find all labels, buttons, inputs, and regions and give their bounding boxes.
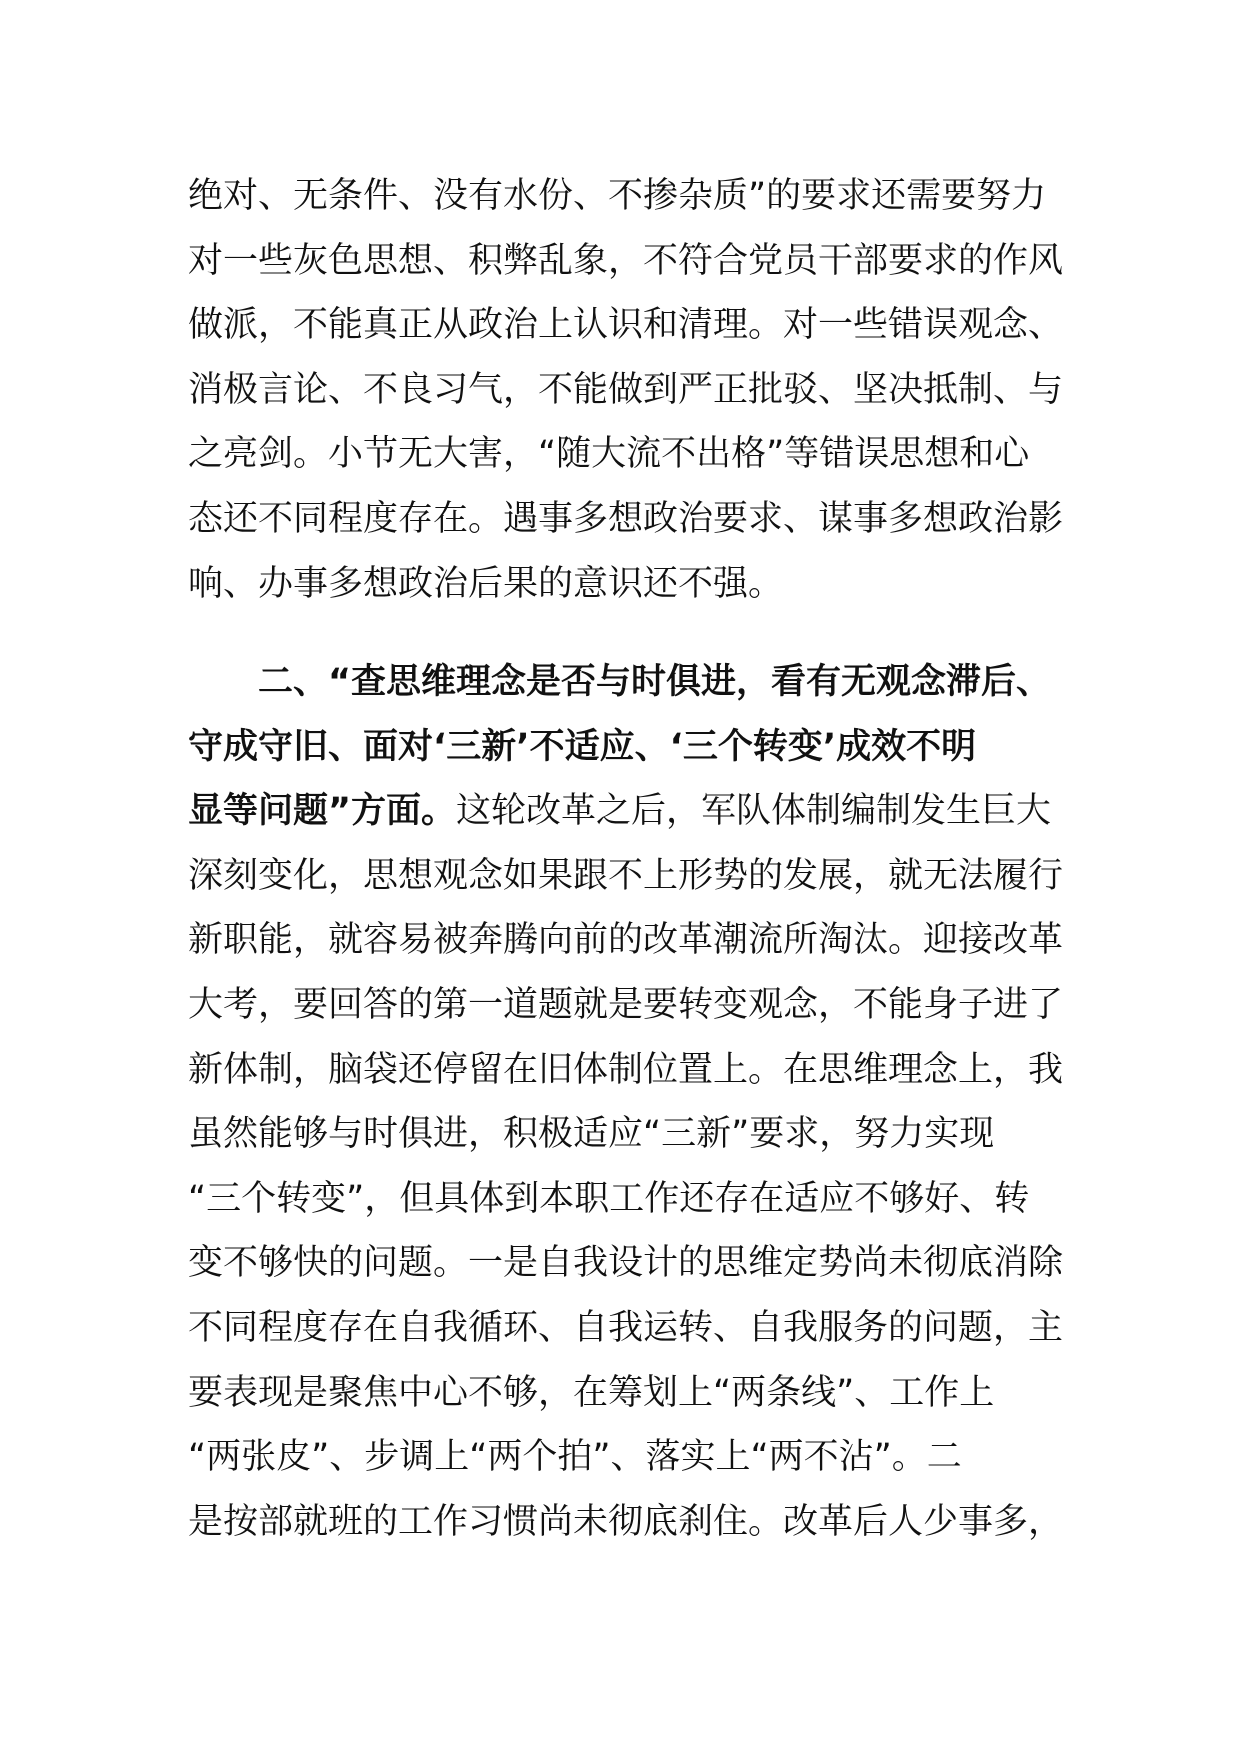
text-line: 对一些灰色思想、积弊乱象，不符合党员干部要求的作风 [188, 240, 1064, 281]
text-line: 响、办事多想政治后果的意识还不强。 [188, 563, 784, 604]
body-text: 这轮改革之后，军队体制编制发生巨大 [456, 791, 1052, 832]
text-line: 新体制，脑袋还停留在旧体制位置上。在思维理念上，我 [188, 1049, 1064, 1090]
paragraph-continued [188, 164, 1064, 616]
text-line: 大考，要回答的第一道题就是要转变观念，不能身子进了 [188, 984, 1064, 1025]
mixed-heading-line [188, 779, 1058, 844]
text-line: 态还不同程度存在。遇事多想政治要求、谋事多想政治影 [188, 498, 1064, 539]
text-line: 深刻变化，思想观念如果跟不上形势的发展，就无法履行 [188, 855, 1064, 896]
text-line: 之亮剑。小节无大害，“随大流不出格”等错误思想和心 [188, 434, 1030, 475]
text-line: 是按部就班的工作习惯尚未彻底刹住。改革后人少事多， [188, 1501, 1064, 1542]
text-line: 变不够快的问题。一是自我设计的思维定势尚未彻底消除 [188, 1243, 1064, 1284]
text-line: 消极言论、不良习气，不能做到严正批驳、坚决抵制、与 [188, 369, 1064, 410]
text-line: 要表现是聚焦中心不够，在筹划上“两条线”、工作上 [188, 1372, 995, 1413]
text-line: 虽然能够与时俱进，积极适应“三新”要求，努力实现 [188, 1114, 995, 1155]
section-two-paragraph [188, 650, 1064, 1554]
text-line: 新职能，就容易被奔腾向前的改革潮流所淘汰。迎接改革 [188, 920, 1064, 961]
section-heading-end: 显等问题”方面。 [188, 791, 457, 832]
section-heading-line: 二、“查思维理念是否与时俱进，看有无观念滞后、 [258, 662, 1052, 702]
text-line: “三个转变”，但具体到本职工作还存在适应不够好、转 [188, 1178, 1030, 1219]
text-line: “两张皮”、步调上“两个拍”、落实上“两不沾”。二 [188, 1437, 962, 1478]
text-line: 不同程度存在自我循环、自我运转、自我服务的问题，主 [188, 1307, 1064, 1348]
text-line: 做派，不能真正从政治上认识和清理。对一些错误观念、 [188, 305, 1064, 346]
section-heading-line: 守成守旧、面对‘三新’不适应、‘三个转变’成效不明 [188, 726, 977, 767]
text-line: 绝对、无条件、没有水份、不掺杂质”的要求还需要努力 [188, 176, 1047, 216]
